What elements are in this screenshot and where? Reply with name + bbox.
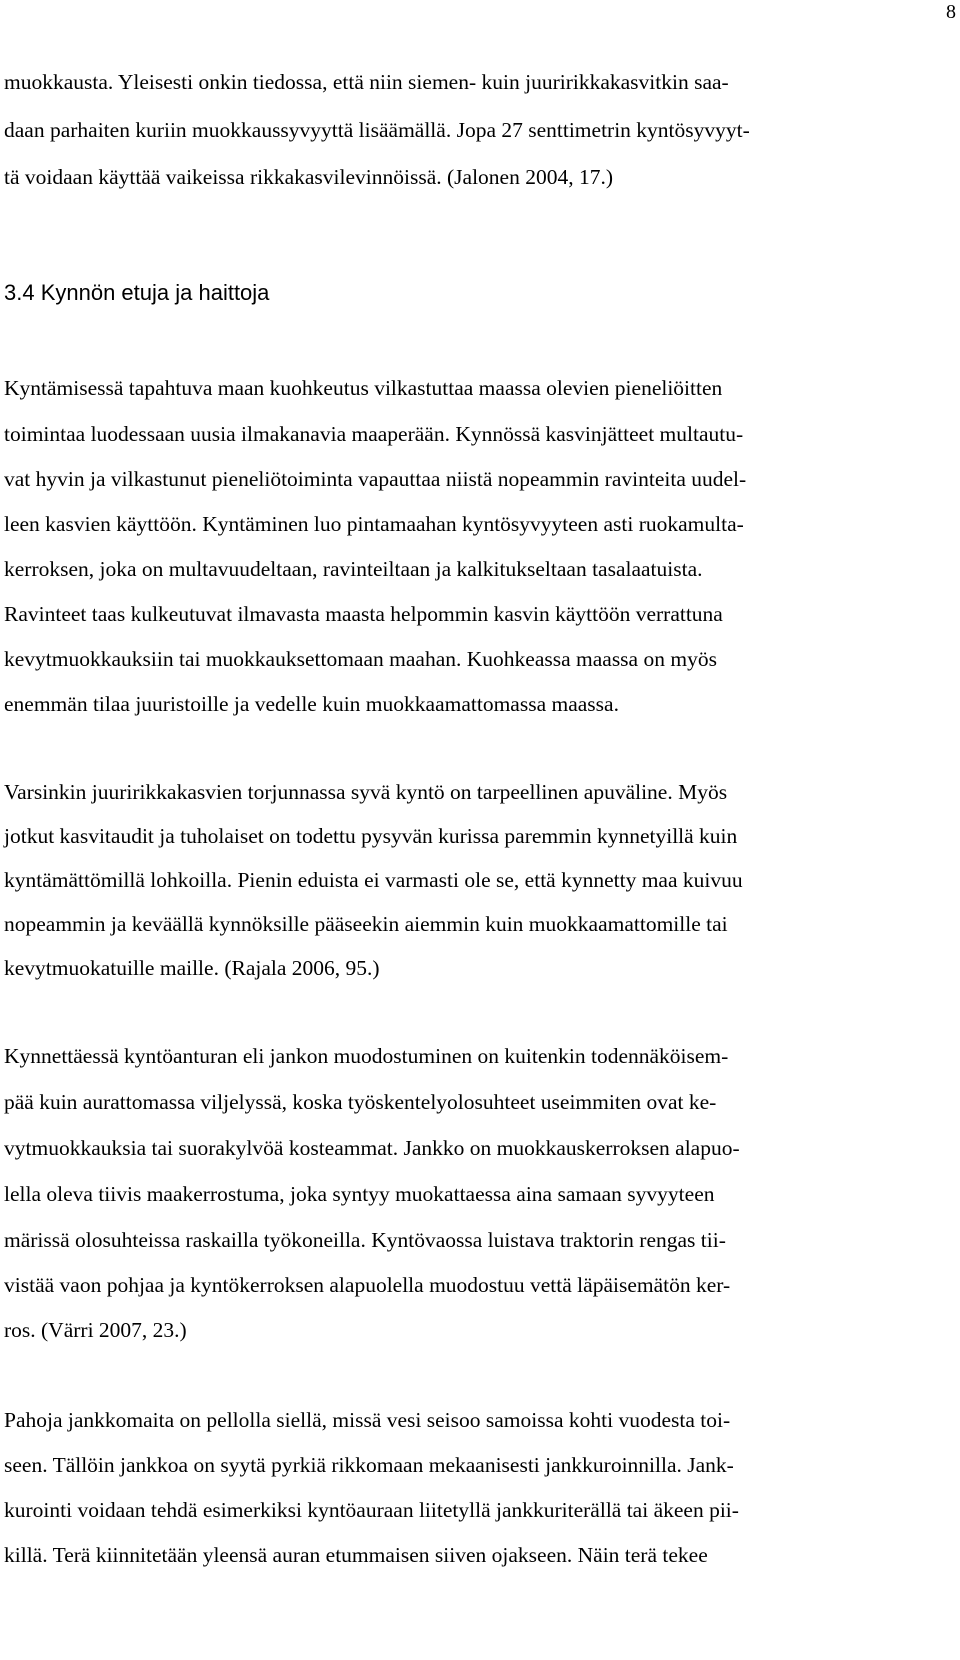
text-line: kevytmuokkauksiin tai muokkauksettomaan maahan. Kuohkeassa maassa on myös (4, 647, 717, 671)
text-line: Kynnettäessä kyntöanturan eli jankon muodostuminen on kuitenkin todennäköisem- (4, 1044, 729, 1068)
text-line: vat hyvin ja vilkastunut pieneliötoiminta vapauttaa niistä nopeammin ravinteita uudel- (4, 467, 747, 491)
text-line: vistää vaon pohjaa ja kyntökerroksen alapuolella muodostuu vettä läpäisemätön ker- (4, 1273, 731, 1297)
text-line: leen kasvien käyttöön. Kyntäminen luo pintamaahan kyntösyvyyteen asti ruokamulta- (4, 512, 744, 536)
text-line: seen. Tällöin jankkoa on syytä pyrkiä rikkomaan mekaanisesti jankkuroinnilla. Jank- (4, 1453, 734, 1477)
text-line: killä. Terä kiinnitetään yleensä auran etummaisen siiven ojakseen. Näin terä tekee (4, 1543, 708, 1567)
text-line: Ravinteet taas kulkeutuvat ilmavasta maasta helpommin kasvin käyttöön verrattuna (4, 602, 723, 626)
text-line: vytmuokkauksia tai suorakylvöä kosteammat. Jankko on muokkauskerroksen alapuo- (4, 1136, 740, 1160)
text-line: kyntämättömillä lohkoilla. Pienin eduista ei varmasti ole se, että kynnetty maa kuivuu (4, 868, 743, 892)
text-line: jotkut kasvitaudit ja tuholaiset on todettu pysyvän kurissa paremmin kynnetyillä kuin (4, 824, 738, 848)
text-line: märissä olosuhteissa raskailla työkoneilla. Kyntövaossa luistava traktorin rengas tii- (4, 1228, 726, 1252)
text-line: tä voidaan käyttää vaikeissa rikkakasvilevinnöissä. (Jalonen 2004, 17.) (4, 165, 614, 189)
text-line: Pahoja jankkomaita on pellolla siellä, missä vesi seisoo samoissa kohti vuodesta toi- (4, 1408, 731, 1432)
text-line: kerroksen, joka on multavuudeltaan, ravinteiltaan ja kalkitukseltaan tasalaatuista. (4, 557, 703, 581)
text-line: daan parhaiten kuriin muokkaussyvyyttä lisäämällä. Jopa 27 senttimetrin kyntösyvyyt- (4, 118, 750, 142)
text-line: toimintaa luodessaan uusia ilmakanavia maaperään. Kynnössä kasvinjätteet multautu- (4, 422, 744, 446)
section-heading: 3.4 Kynnön etuja ja haittoja (4, 280, 270, 305)
text-line: kurointi voidaan tehdä esimerkiksi kyntöauraan liitetyllä jankkuriterällä tai äkeen pii- (4, 1498, 739, 1522)
text-line: nopeammin ja keväällä kynnöksille pääseekin aiemmin kuin muokkaamattomille tai (4, 912, 728, 936)
text-line: ros. (Värri 2007, 23.) (4, 1318, 187, 1342)
page-number: 8 (946, 1, 956, 23)
text-line: muokkausta. Yleisesti onkin tiedossa, että niin siemen- kuin juuririkkakasvitkin saa- (4, 70, 729, 94)
text-line: lella oleva tiivis maakerrostuma, joka syntyy muokattaessa aina samaan syvyyteen (4, 1182, 715, 1206)
text-line: kevytmuokatuille maille. (Rajala 2006, 95.) (4, 956, 380, 980)
text-line: pää kuin aurattomassa viljelyssä, koska työskentelyolosuhteet useimmiten ovat ke- (4, 1090, 717, 1114)
text-line: Varsinkin juuririkkakasvien torjunnassa syvä kyntö on tarpeellinen apuväline. Myös (4, 780, 728, 804)
text-line: Kyntämisessä tapahtuva maan kuohkeutus vilkastuttaa maassa olevien pieneliöitten (4, 376, 723, 400)
text-line: enemmän tilaa juuristoille ja vedelle kuin muokkaamattomassa maassa. (4, 692, 619, 716)
